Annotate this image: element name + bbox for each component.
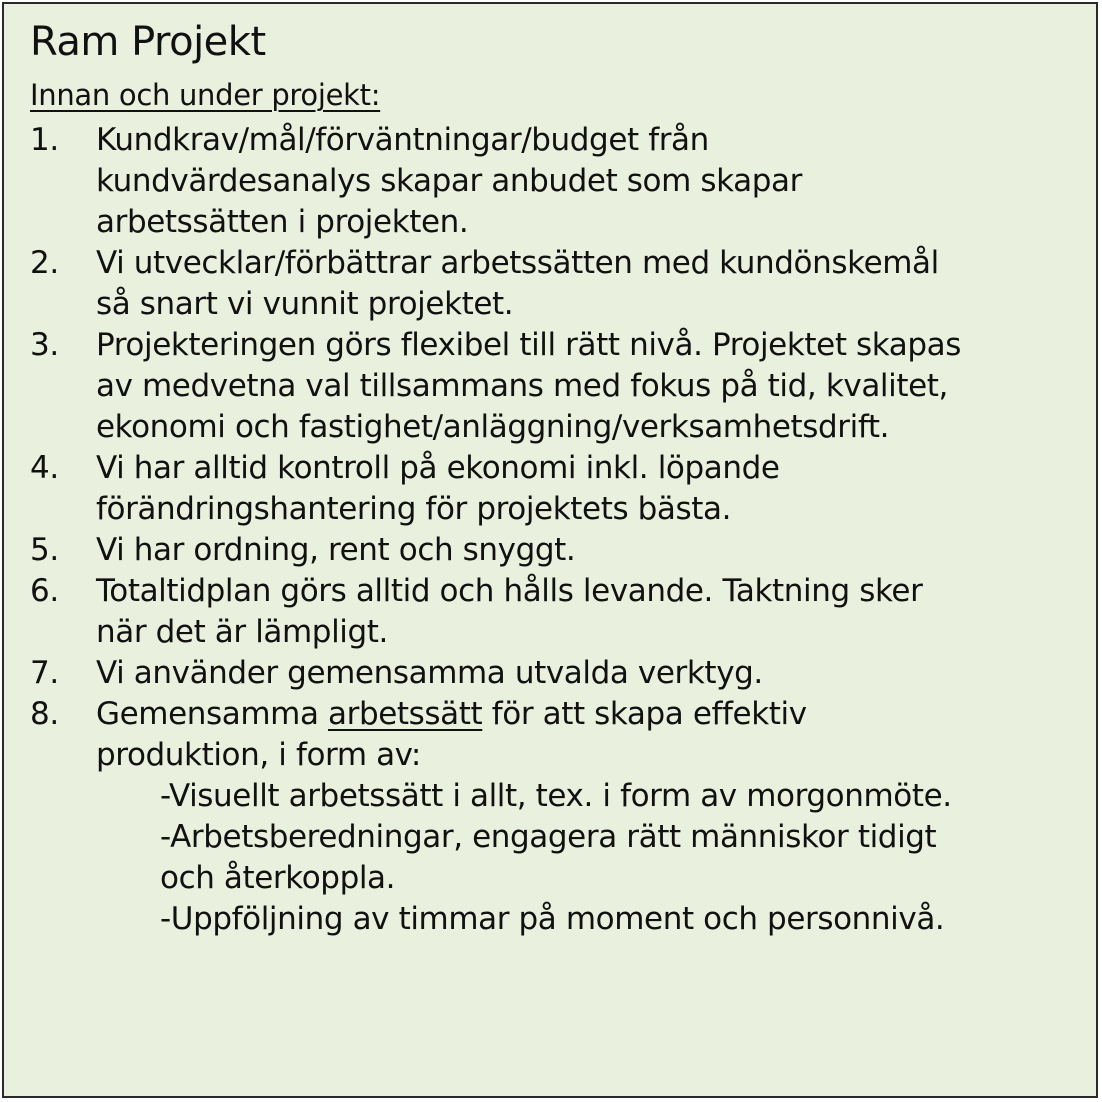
list-item-text: Vi använder gemensamma utvalda verktyg. bbox=[96, 655, 763, 691]
list-item-text: ekonomi och fastighet/anläggning/verksamhetsdrift. bbox=[96, 409, 890, 445]
list-item-text: Projekteringen görs flexibel till rätt nivå. Projektet skapas bbox=[96, 327, 962, 363]
slide bbox=[2, 2, 1098, 1098]
list-item bbox=[30, 448, 1080, 530]
list-item-text: kundvärdesanalys skapar anbudet som skapar bbox=[96, 163, 802, 199]
list-item-number: 1. bbox=[30, 122, 59, 158]
list-item-number: 4. bbox=[30, 450, 59, 486]
list-item-text-part: för att skapa effektiv bbox=[482, 696, 807, 732]
sub-item bbox=[96, 817, 1080, 899]
slide-subtitle: Innan och under projekt: bbox=[30, 78, 381, 112]
list-item bbox=[30, 243, 1080, 325]
sub-item bbox=[96, 899, 1080, 940]
list-item-text: Kundkrav/mål/förväntningar/budget från bbox=[96, 122, 709, 158]
underlined-term: arbetssätt bbox=[328, 696, 483, 732]
list-item-number: 8. bbox=[30, 696, 59, 732]
sub-item-text: och återkoppla. bbox=[160, 860, 396, 896]
list-item-number: 6. bbox=[30, 573, 59, 609]
list-item bbox=[30, 325, 1080, 448]
sub-item-text: -Visuellt arbetssätt i allt, tex. i form av morgonmöte. bbox=[160, 778, 952, 814]
list-item-text: när det är lämpligt. bbox=[96, 614, 388, 650]
list-item bbox=[30, 530, 1080, 571]
list-item-text: Vi har alltid kontroll på ekonomi inkl. löpande bbox=[96, 450, 780, 486]
numbered-list bbox=[30, 120, 1080, 940]
slide-title: Ram Projekt bbox=[30, 19, 266, 65]
list-item-number: 5. bbox=[30, 532, 59, 568]
list-item-text: arbetssätten i projekten. bbox=[96, 204, 469, 240]
list-item-text: Totaltidplan görs alltid och hålls levande. Taktning sker bbox=[96, 573, 923, 609]
list-item-number: 2. bbox=[30, 245, 59, 281]
list-item-text-part: Gemensamma bbox=[96, 696, 329, 732]
list-item-number: 7. bbox=[30, 655, 59, 691]
sub-item bbox=[96, 776, 1080, 817]
list-item bbox=[30, 120, 1080, 243]
list-item-text: förändringshantering för projektets bästa. bbox=[96, 491, 732, 527]
sub-item-text: -Uppföljning av timmar på moment och personnivå. bbox=[160, 901, 945, 937]
list-item bbox=[30, 571, 1080, 653]
list-item-text bbox=[96, 694, 1080, 735]
sub-item-text: -Arbetsberedningar, engagera rätt människor tidigt bbox=[160, 819, 937, 855]
list-item-text: Vi utvecklar/förbättrar arbetssätten med kundönskemål bbox=[96, 245, 939, 281]
list-item bbox=[30, 694, 1080, 940]
list-item-text: Vi har ordning, rent och snyggt. bbox=[96, 532, 576, 568]
list-item-text: så snart vi vunnit projektet. bbox=[96, 286, 514, 322]
list-item bbox=[30, 653, 1080, 694]
list-item-number: 3. bbox=[30, 327, 59, 363]
list-item-text: av medvetna val tillsammans med fokus på tid, kvalitet, bbox=[96, 368, 948, 404]
list-item-text: produktion, i form av: bbox=[96, 737, 421, 773]
